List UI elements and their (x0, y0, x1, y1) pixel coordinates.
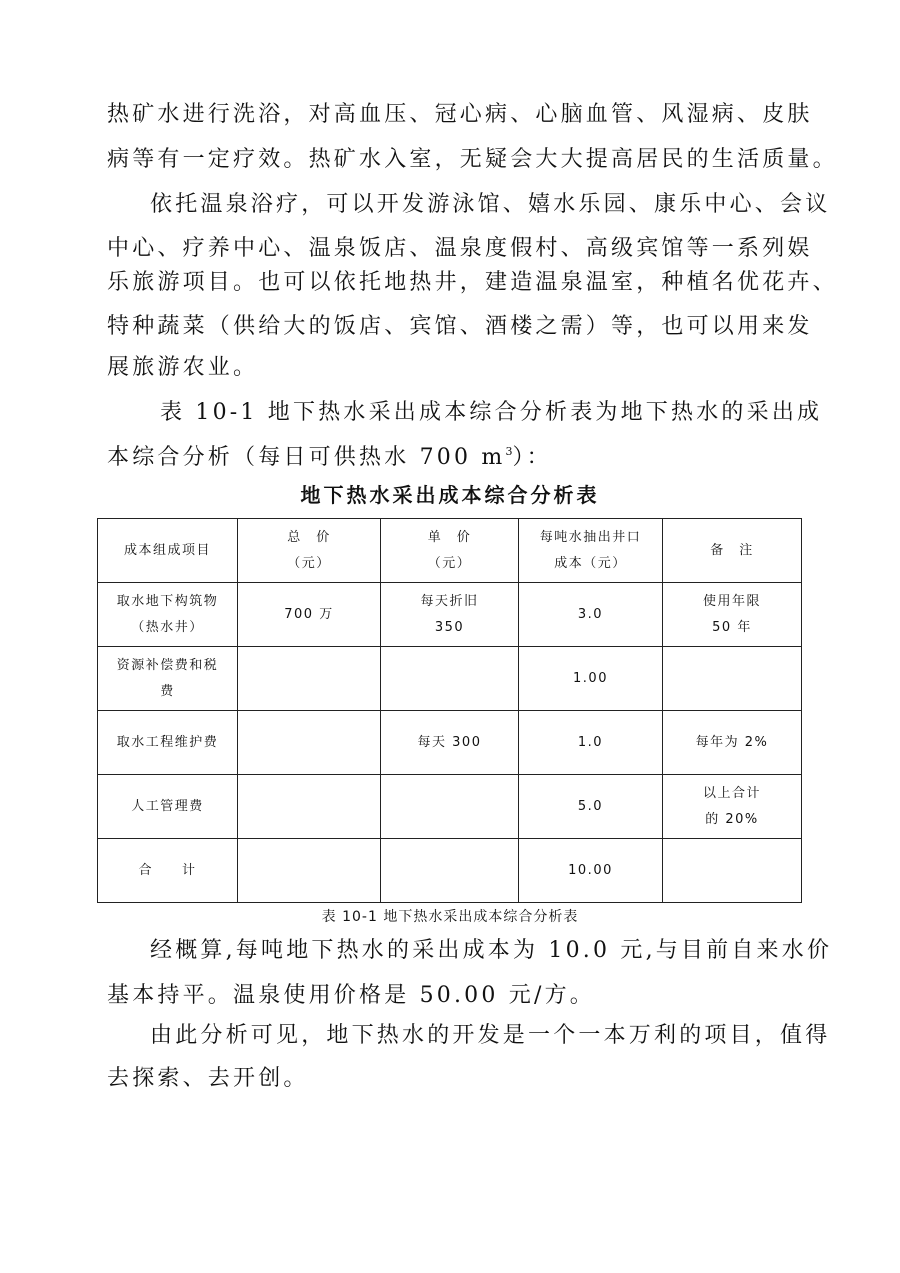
table-header-row (98, 519, 802, 583)
row-per-ton-value: 10.00 (568, 862, 613, 878)
row-note-line-1: 每年为 2% (695, 734, 769, 750)
header-per-ton-label: 每吨水抽出井口 (539, 529, 642, 545)
paragraph-2-line-4: 特种蔬菜（供给大的饭店、宾馆、酒楼之需）等，也可以用来发 (107, 314, 813, 339)
row-unit-line-2: 350 (434, 619, 465, 635)
row-per-ton (519, 647, 663, 711)
header-item-label: 成本组成项目 (123, 542, 211, 558)
paragraph-2-line-2: 中心、疗养中心、温泉饭店、温泉度假村、高级宾馆等一系列娱 (107, 236, 813, 261)
row-total (238, 647, 381, 711)
paragraph-2-line-1: 依托温泉浴疗，可以开发游泳馆、嬉水乐园、康乐中心、会议 (150, 192, 831, 217)
row-item-line-1: 取水工程维护费 (116, 734, 219, 750)
row-item-line-2: 费 (160, 683, 175, 699)
table-row (98, 775, 802, 839)
paragraph-5-line-1: 由此分析可见，地下热水的开发是一个一本万利的项目，值得 (150, 1023, 831, 1048)
row-item (98, 711, 238, 775)
paragraph-4-line-1: 经概算,每吨地下热水的采出成本为 10.0 元,与目前自来水价 (150, 938, 833, 963)
row-per-ton (519, 583, 663, 647)
header-item (98, 519, 238, 583)
row-total (238, 775, 381, 839)
row-note (663, 775, 802, 839)
paragraph-1-line-1: 热矿水进行洗浴，对高血压、冠心病、心脑血管、风湿病、皮肤 (107, 102, 813, 127)
table-caption: 表 10-1 地下热水采出成本综合分析表 (321, 909, 579, 925)
row-total (238, 583, 381, 647)
paragraph-2-line-3: 乐旅游项目。也可以依托地热井，建造温泉温室，种植名优花卉、 (107, 270, 838, 295)
row-total-value: 700 万 (284, 606, 334, 622)
row-per-ton-value: 5.0 (577, 798, 604, 814)
header-unit-label: 单 价 (427, 529, 472, 545)
row-per-ton-value: 1.0 (577, 734, 604, 750)
paragraph-3-line-1: 表 10-1 地下热水采出成本综合分析表为地下热水的采出成 (160, 400, 823, 425)
row-total (238, 839, 381, 903)
paragraph-2-line-5: 展旅游农业。 (107, 355, 259, 380)
header-per-ton-unit: 成本（元） (554, 555, 627, 571)
row-item-line-1: 取水地下构筑物 (116, 593, 219, 609)
table-row (98, 583, 802, 647)
paragraph-3-line-2 (107, 437, 797, 473)
row-unit-price (381, 839, 519, 903)
row-unit-price (381, 775, 519, 839)
header-unit-price (381, 519, 519, 583)
header-per-ton-cost (519, 519, 663, 583)
row-note (663, 711, 802, 775)
row-per-ton-value: 3.0 (577, 606, 604, 622)
row-item-line-2: （热水井） (131, 619, 204, 635)
row-note (663, 839, 802, 903)
row-item (98, 583, 238, 647)
row-note-line-1: 使用年限 (702, 593, 761, 609)
header-total-label: 总 价 (287, 529, 331, 545)
table-row (98, 711, 802, 775)
row-per-ton (519, 711, 663, 775)
paragraph-3-line-2-end: ）： (512, 445, 552, 470)
table-title: 地下热水采出成本综合分析表 (300, 483, 600, 507)
row-per-ton-value: 1.00 (573, 670, 608, 686)
header-note-label: 备 注 (710, 542, 754, 558)
row-note-line-1: 以上合计 (702, 785, 761, 801)
header-total (238, 519, 381, 583)
row-item-line-1: 人工管理费 (131, 798, 204, 814)
row-item-line-1: 合 计 (138, 862, 197, 878)
row-total (238, 711, 381, 775)
row-note-line-2: 50 年 (712, 619, 752, 635)
row-per-ton (519, 839, 663, 903)
row-item (98, 647, 238, 711)
row-unit-price (381, 711, 519, 775)
row-item (98, 839, 238, 903)
header-total-unit: （元） (287, 555, 331, 571)
header-unit-unit: （元） (427, 555, 472, 571)
paragraph-1-line-2: 病等有一定疗效。热矿水入室，无疑会大大提高居民的生活质量。 (107, 147, 838, 172)
row-unit-price (381, 583, 519, 647)
row-per-ton (519, 775, 663, 839)
row-note (663, 583, 802, 647)
paragraph-3-line-2-text: 本综合分析（每日可供热水 700 m (107, 445, 506, 470)
row-unit-line-1: 每天 300 (417, 734, 482, 750)
row-unit-price (381, 647, 519, 711)
row-unit-line-1: 每天折旧 (420, 593, 479, 609)
cubic-superscript: 3 (505, 445, 513, 458)
header-note (663, 519, 802, 583)
cost-analysis-table (97, 518, 802, 903)
row-item (98, 775, 238, 839)
paragraph-4-line-2: 基本持平。温泉使用价格是 50.00 元/方。 (107, 983, 595, 1008)
row-note-line-2: 的 20% (705, 811, 759, 827)
row-note (663, 647, 802, 711)
table-row (98, 647, 802, 711)
row-item-line-1: 资源补偿费和税 (116, 657, 219, 673)
table-total-row (98, 839, 802, 903)
paragraph-5-line-2: 去探索、去开创。 (107, 1066, 309, 1091)
